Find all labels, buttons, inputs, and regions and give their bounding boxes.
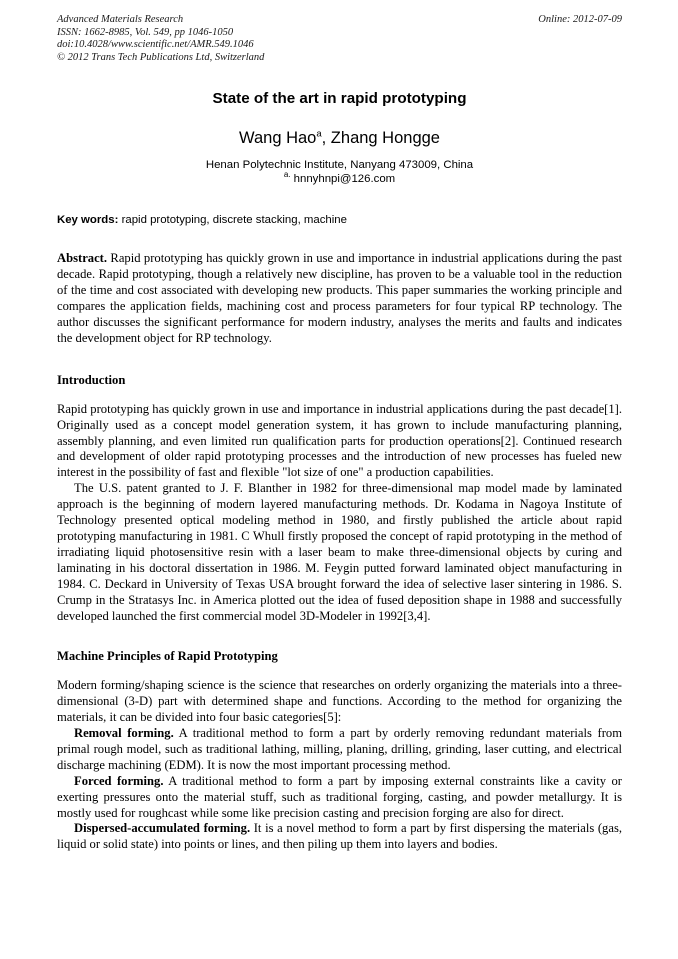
keywords-label: Key words:	[57, 214, 119, 227]
author-second: , Zhang Hongge	[321, 129, 440, 148]
online-date: Online: 2012-07-09	[538, 14, 622, 25]
keywords-value: rapid prototyping, discrete stacking, machine	[118, 214, 347, 227]
term-body: It is a novel method to form a part by first dispersing the materials (gas, liquid or solid state) into points or lines, and then piling up them into layers and bodies.	[57, 821, 622, 852]
paragraph-dispersed-accumulated-forming	[57, 821, 622, 853]
term-label-forced-forming: Forced forming.	[74, 773, 164, 788]
term-body: A traditional method to form a part by orderly removing redundant materials from primal rough model, such as traditional lathing, milling, planing, drilling, grinding, laser cutting, and electrical discharge machining (EDM). It is now the most important processing method.	[57, 726, 622, 772]
section-heading-machine-principles: Machine Principles of Rapid Prototyping	[57, 649, 278, 664]
abstract-block	[57, 251, 622, 346]
keywords-line	[57, 213, 622, 227]
page-title: State of the art in rapid prototyping	[212, 90, 467, 108]
journal-header	[57, 14, 622, 64]
journal-name: Advanced Materials Research	[57, 14, 184, 25]
paragraph-forced-forming	[57, 774, 622, 822]
paragraph: Rapid prototyping has quickly grown in use and importance in industrial applications during the past decade[1]. Originally used as a concept model generation system, it has grown to include manufacturing planning, assembly planning, and even limited run qualification parts for production operations[2]. Continued research and development of older rapid prototyping processes and the introduction of new processes has fueled new interest in the possibility of fast and flexible "lot size of one" a production capabilities.	[57, 401, 622, 480]
section-machine-principles	[57, 649, 622, 853]
paragraph: Modern forming/shaping science is the science that researches on orderly organizing the materials into a three-dimensional (3-D) part with determined shape and functions. According to the method for organizing the materials, it can be divided into four basic categories[5]:	[57, 678, 622, 725]
paragraph: The U.S. patent granted to J. F. Blanther in 1982 for three-dimensional map model made by laminated approach is the beginning of modern layered manufacturing methods. Dr. Kodama in Nagoya Institute of Technology presented optical modeling method in 1980, and firstly published the article about rapid prototyping manufacturing in 1981. C Whull firstly proposed the concept of rapid prototyping in the method of irradiating liquid photosensitive resin with a laser beam to make three-dimensional objects by curing and laminating in his doctoral dissertation in 1986. M. Feygin putted forward laminated object manufacturing in 1984. C. Deckard in University of Texas USA brought forward the idea of selective laser sintering in 1986. S. Crump in the Stratasys Inc. in America plotted out the idea of fused deposition shape in 1988 and successfully developed launched the first commercial model 3D-Modeler in 1992[3,4].	[57, 481, 622, 623]
author-list	[57, 128, 622, 148]
corresponding-email	[57, 172, 622, 186]
journal-doi: doi:10.4028/www.scientific.net/AMR.549.1046	[57, 39, 254, 51]
term-body: A traditional method to form a part by imposing external constraints like a cavity or exerting pressures onto the material stuff, such as traditional forging, casting, and powder metallurgy. It is mostly used for roughcast while some like precision casting and precision forging are also for direct.	[57, 773, 623, 820]
section-heading-introduction: Introduction	[57, 372, 126, 387]
author-affiliation-marker: a	[316, 128, 322, 140]
email-address: hnnyhnpi@126.com	[293, 173, 396, 186]
abstract-label: Abstract.	[57, 251, 108, 266]
email-affiliation-marker: a.	[283, 170, 291, 180]
paragraph-removal-forming	[57, 726, 622, 774]
section-introduction	[57, 373, 622, 625]
author-first: Wang Hao	[239, 129, 317, 148]
abstract-body: Rapid prototyping has quickly grown in use and importance in industrial applications during the past decade. Rapid prototyping, though a relatively new discipline, has proven to be a valuable tool in the reduction of the time and cost associated with developing new products. This paper summaries the working principle and compares the application fields, machining cost and process parameters for four typical RP technology. The author discusses the significant performance for modern industry, analyses the merits and faults and indicates the development object for RP technology.	[57, 251, 622, 345]
term-label-dispersed-accumulated-forming: Dispersed-accumulated forming.	[74, 821, 251, 836]
journal-copyright: © 2012 Trans Tech Publications Ltd, Switzerland	[57, 51, 265, 63]
term-label-removal-forming: Removal forming.	[74, 726, 174, 741]
affiliation: Henan Polytechnic Institute, Nanyang 473009, China	[205, 159, 474, 172]
page-content	[57, 14, 622, 853]
journal-issn: ISSN: 1662-8985, Vol. 549, pp 1046-1050	[57, 26, 234, 38]
